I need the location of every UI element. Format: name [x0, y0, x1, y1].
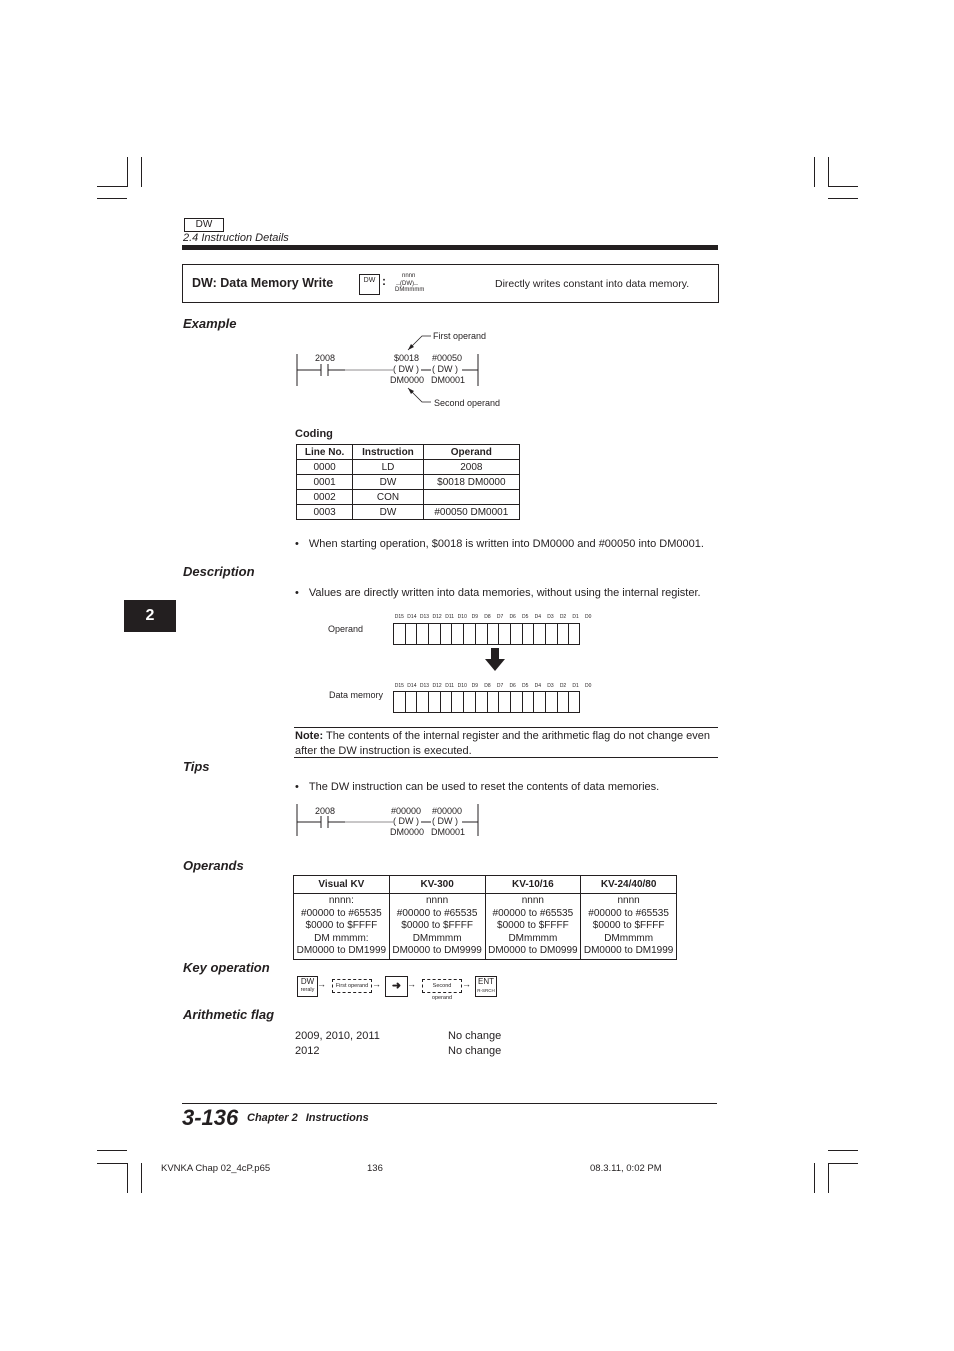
- table-row: [294, 894, 677, 960]
- arrow-right-icon: →: [462, 979, 471, 989]
- key-operation-heading: Key operation: [183, 960, 270, 975]
- coding-cell: LD: [353, 460, 423, 475]
- footer-timestamp: 08.3.11, 0:02 PM: [590, 1163, 662, 1174]
- coding-label: Coding: [295, 428, 333, 440]
- operand-register-bits: [393, 623, 580, 645]
- crop-mark: [97, 1150, 127, 1151]
- table-row: [297, 505, 520, 520]
- crop-mark: [127, 1163, 128, 1193]
- note-label: Note:: [295, 730, 324, 742]
- table-row: [297, 460, 520, 475]
- footer-chapter: Chapter 2 Instructions: [247, 1112, 369, 1124]
- coding-cell: 0000: [297, 460, 353, 475]
- symbol-top: nnnn: [402, 273, 416, 279]
- operands-table: [293, 875, 677, 960]
- description-bullet: • Values are directly written into data memories, without using the internal register.: [295, 587, 701, 599]
- coding-header: Instruction: [353, 445, 423, 460]
- cursor-key: ➜: [385, 976, 408, 997]
- footer-file: KVNKA Chap 02_4cP.p65: [161, 1163, 271, 1174]
- coding-cell: 0002: [297, 490, 353, 505]
- data-memory-label: Data memory: [329, 690, 384, 700]
- coding-cell: 0003: [297, 505, 353, 520]
- table-row: [297, 490, 520, 505]
- tips-bullet: • The DW instruction can be used to reset the contents of data memories.: [295, 781, 660, 793]
- coding-cell: $0018 DM0000: [423, 475, 519, 490]
- flag-row-2-value: No change: [448, 1045, 502, 1057]
- example-op1-bottom: DM0000: [390, 375, 425, 385]
- operand-bit-labels: D15 D14 D13 D12 D11 D10 D9 D8 D7 D6 D5 D4 D3 D2 D1 D0: [394, 614, 592, 620]
- callout-second-operand: Second operand: [434, 398, 501, 408]
- operands-header-row: [294, 876, 677, 894]
- coding-cell: CON: [353, 490, 423, 505]
- example-contact-label: 2008: [315, 353, 336, 363]
- operands-cell: nnnn #00000 to #65535 $0000 to $FFFF DMmmmm DM0000 to DM1999: [581, 894, 677, 960]
- instruction-title-box: [182, 264, 719, 303]
- footer-rule: [182, 1103, 717, 1104]
- tips-op1-bottom: DM0000: [390, 827, 425, 837]
- crop-mark: [828, 198, 858, 199]
- crop-mark: [127, 157, 128, 187]
- crop-mark: [97, 186, 127, 187]
- tips-heading: Tips: [183, 759, 210, 774]
- header-rule: [182, 245, 718, 250]
- coding-header: Line No.: [297, 445, 353, 460]
- colon: :: [382, 274, 386, 288]
- crop-mark: [814, 157, 815, 187]
- section-title: 2.4 Instruction Details: [183, 232, 289, 244]
- arrow-right-icon: →: [372, 979, 381, 989]
- example-op1-top: $0018: [394, 353, 420, 363]
- symbol-bottom: DMmmmm: [395, 287, 425, 293]
- description-heading: Description: [183, 564, 255, 579]
- coding-table: [296, 444, 520, 520]
- coding-cell: 2008: [423, 460, 519, 475]
- example-op2-top: #00050: [432, 353, 463, 363]
- tips-op2-bottom: DM0001: [431, 827, 466, 837]
- flag-row-1-relays: 2009, 2010, 2011: [295, 1030, 380, 1042]
- coding-header: Operand: [423, 445, 519, 460]
- note: [295, 729, 715, 758]
- crop-mark: [814, 1163, 815, 1193]
- crop-mark: [828, 1163, 858, 1164]
- data-memory-bits: [393, 691, 580, 713]
- example-op1-mid: ( DW ): [393, 364, 419, 374]
- operands-cell: nnnn: #00000 to #65535 $0000 to $FFFF DM mmmm: DM0000 to DM1999: [294, 894, 390, 960]
- arrow-right-icon: →: [317, 979, 326, 989]
- second-operand-box: Second operand: [422, 979, 462, 993]
- operands-cell: nnnn #00000 to #65535 $0000 to $FFFF DMmmmm DM0000 to DM0999: [485, 894, 581, 960]
- ent-key: ENT R-SRCH: [475, 976, 497, 997]
- instruction-symbol-label: DW: [363, 277, 376, 284]
- chapter-tab-number: 2: [145, 607, 155, 624]
- flag-row-2-relays: 2012: [295, 1045, 320, 1057]
- operands-header: KV-24/40/80: [581, 876, 677, 894]
- down-arrow-icon: [485, 648, 505, 671]
- flag-row-1-value: No change: [448, 1030, 502, 1042]
- chapter-tab: [124, 600, 176, 632]
- callout-first-operand: First operand: [433, 331, 487, 341]
- memory-bit-labels: D15 D14 D13 D12 D11 D10 D9 D8 D7 D6 D5 D4 D3 D2 D1 D0: [394, 683, 592, 689]
- example-bullet: • When starting operation, $0018 is written into DM0000 and #00050 into DM0001.: [295, 538, 704, 550]
- operands-header: KV-300: [389, 876, 485, 894]
- crop-mark: [97, 1163, 127, 1164]
- symbol-mid: ‥(DW)‥: [395, 281, 419, 287]
- page-number: 3-136: [182, 1105, 239, 1130]
- example-op2-mid: ( DW ): [432, 364, 458, 374]
- crop-mark: [828, 1150, 858, 1151]
- coding-cell: [423, 490, 519, 505]
- tips-op1-top: #00000: [391, 806, 422, 816]
- note-rule-bottom: [294, 757, 718, 758]
- arrow-right-icon: →: [407, 979, 416, 989]
- instruction-tag: DW: [184, 218, 224, 232]
- coding-cell: 0001: [297, 475, 353, 490]
- coding-cell: #00050 DM0001: [423, 505, 519, 520]
- arithmetic-flag-heading: Arithmetic flag: [183, 1007, 275, 1022]
- operands-header: Visual KV: [294, 876, 390, 894]
- operand-register-label: Operand: [328, 624, 364, 634]
- tips-op2-top: #00000: [432, 806, 463, 816]
- operands-heading: Operands: [183, 858, 244, 873]
- coding-cell: DW: [353, 505, 423, 520]
- operands-header: KV-10/16: [485, 876, 581, 894]
- crop-mark: [141, 1163, 142, 1193]
- tips-op1-mid: ( DW ): [393, 816, 419, 826]
- dw-key: DW reraly: [297, 976, 318, 997]
- instruction-title: DW: Data Memory Write: [192, 276, 334, 290]
- note-rule-top: [294, 727, 718, 728]
- example-op2-bottom: DM0001: [431, 375, 466, 385]
- first-operand-box: First operand: [332, 979, 372, 993]
- table-row: [297, 475, 520, 490]
- example-heading: Example: [183, 316, 237, 331]
- instruction-symbol-box: [359, 274, 380, 295]
- crop-mark: [828, 1163, 829, 1193]
- footer-page: 136: [367, 1163, 383, 1174]
- coding-header-row: [297, 445, 520, 460]
- crop-mark: [828, 186, 858, 187]
- instruction-description: Directly writes constant into data memory.: [495, 278, 690, 290]
- tips-contact-label: 2008: [315, 806, 336, 816]
- operands-cell: nnnn #00000 to #65535 $0000 to $FFFF DMmmmm DM0000 to DM9999: [389, 894, 485, 960]
- crop-mark: [828, 157, 829, 187]
- note-text: The contents of the internal register and the arithmetic flag do not change even after the DW instruction is executed.: [295, 730, 710, 757]
- tips-op2-mid: ( DW ): [432, 816, 458, 826]
- crop-mark: [141, 157, 142, 187]
- crop-mark: [97, 198, 127, 199]
- coding-cell: DW: [353, 475, 423, 490]
